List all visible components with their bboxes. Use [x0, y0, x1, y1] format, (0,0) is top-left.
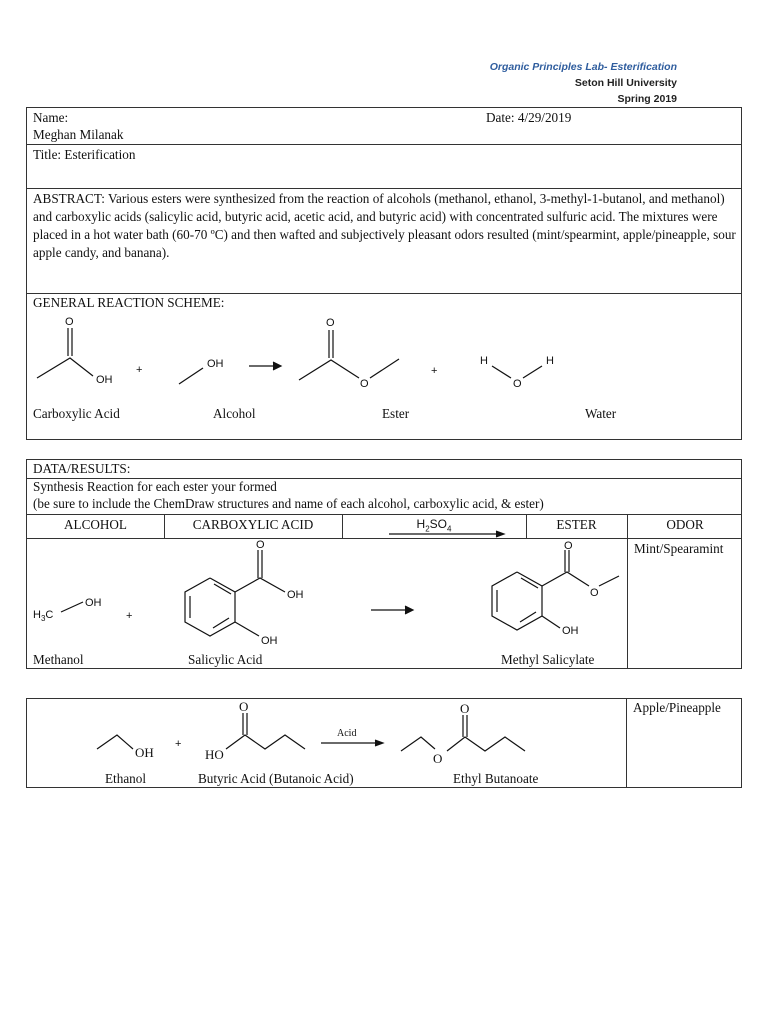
svg-text:O: O — [513, 378, 522, 390]
svg-text:O: O — [460, 701, 470, 716]
svg-text:O: O — [433, 751, 443, 766]
salicylic-acid-structure — [185, 539, 304, 647]
row-divider — [27, 188, 741, 189]
svg-text:OH: OH — [207, 358, 224, 370]
catalyst-arrow — [342, 530, 526, 540]
col-header-alcohol: ALCOHOL — [63, 517, 127, 532]
col-header-ester: ESTER — [556, 517, 597, 532]
reaction2-arrow — [321, 728, 383, 746]
title-field: Title: Esterification — [33, 147, 136, 162]
info-box — [26, 107, 742, 440]
plus-sign: + — [431, 365, 438, 377]
reaction1-arrow — [371, 606, 413, 614]
university-name: Seton Hill University — [574, 77, 677, 89]
svg-text:O: O — [65, 316, 74, 328]
abstract-text: ABSTRACT: Various esters were synthesized from the reaction of alcohols (methanol, ethanol, 3-methyl-1-butanol, and methanol) and carboxylic acids (salicylic acid, butyric acid, acetic acid, and butyric acid) with concentrated sulfuric acid. The mixtures were placed in a hot water bath (60-70 ºC) and then wafted and subjectively pleasant odors resulted (mint/spearmint, apple/pineapple, sour apple candy, and banana). — [33, 191, 736, 260]
reaction-arrow — [249, 362, 281, 370]
date-field: Date: 4/29/2019 — [486, 110, 572, 125]
label-ester: Ester — [382, 406, 410, 421]
alcohol-structure — [179, 358, 224, 384]
course-title: Organic Principles Lab- Esterification — [489, 61, 677, 73]
label-water: Water — [585, 406, 617, 421]
data-instructions-line2: (be sure to include the ChemDraw structures and name of each alcohol, carboxylic acid, & ester) — [33, 496, 544, 511]
column-divider — [627, 514, 628, 668]
methyl-salicylate-structure — [492, 540, 619, 637]
plus-sign: + — [175, 738, 182, 750]
ethanol-structure — [97, 735, 154, 760]
svg-text:OH: OH — [261, 635, 278, 647]
scheme-heading: GENERAL REACTION SCHEME: — [33, 295, 225, 310]
svg-text:O: O — [256, 539, 265, 551]
butyric-acid-structure — [205, 699, 305, 762]
carboxylic-acid-structure — [37, 316, 113, 386]
name-value: Meghan Milanak — [33, 127, 124, 142]
svg-text:OH: OH — [96, 374, 113, 386]
reaction1-alcohol-name: Methanol — [33, 652, 84, 667]
ethyl-butanoate-structure — [401, 701, 525, 766]
svg-text:OH: OH — [135, 745, 154, 760]
reaction1-ester-name: Methyl Salicylate — [501, 652, 595, 667]
svg-text:H: H — [546, 355, 554, 367]
methanol-structure — [33, 597, 102, 623]
label-carboxylic-acid: Carboxylic Acid — [33, 406, 120, 421]
water-structure — [480, 355, 554, 390]
column-header-top — [27, 514, 741, 515]
col-header-catalyst: $H_2SO_4$ — [416, 517, 452, 534]
reaction2-odor: Apple/Pineapple — [633, 700, 721, 715]
svg-text:O: O — [360, 378, 369, 390]
svg-text:HO: HO — [205, 747, 224, 762]
reaction2-row — [26, 698, 742, 788]
svg-text:OH: OH — [85, 597, 102, 609]
reaction1-odor: Mint/Spearamint — [634, 541, 724, 556]
plus-sign: + — [126, 610, 133, 622]
svg-text:O: O — [326, 317, 335, 329]
svg-text:OH: OH — [562, 625, 579, 637]
ester-structure — [299, 317, 399, 390]
reaction1-structures — [27, 540, 627, 650]
col-header-carboxylic-acid: CARBOXYLIC ACID — [192, 517, 314, 532]
svg-text:OH: OH — [287, 589, 304, 601]
svg-text:H: H — [480, 355, 488, 367]
reaction2-acid-name: Butyric Acid (Butanoic Acid) — [198, 771, 354, 786]
col-header-odor: ODOR — [666, 517, 704, 532]
svg-text:O: O — [239, 699, 249, 714]
name-label: Name: — [33, 110, 69, 125]
term-label: Spring 2019 — [617, 93, 677, 105]
label-alcohol: Alcohol — [213, 406, 256, 421]
data-results-table — [26, 459, 742, 669]
svg-text:Acid: Acid — [337, 728, 357, 739]
svg-text:O: O — [590, 587, 599, 599]
row-divider — [27, 144, 741, 145]
data-instructions-line1: Synthesis Reaction for each ester your formed — [33, 479, 277, 494]
data-heading: DATA/RESULTS: — [33, 461, 131, 476]
document-header — [490, 59, 677, 107]
reaction1-acid-name: Salicylic Acid — [188, 652, 263, 667]
svg-text:H3C: $H_3C$ — [33, 609, 54, 623]
svg-text:O: O — [564, 540, 573, 552]
plus-sign: + — [136, 364, 143, 376]
reaction2-ester-name: Ethyl Butanoate — [453, 771, 539, 786]
reaction2-alcohol-name: Ethanol — [105, 771, 147, 786]
